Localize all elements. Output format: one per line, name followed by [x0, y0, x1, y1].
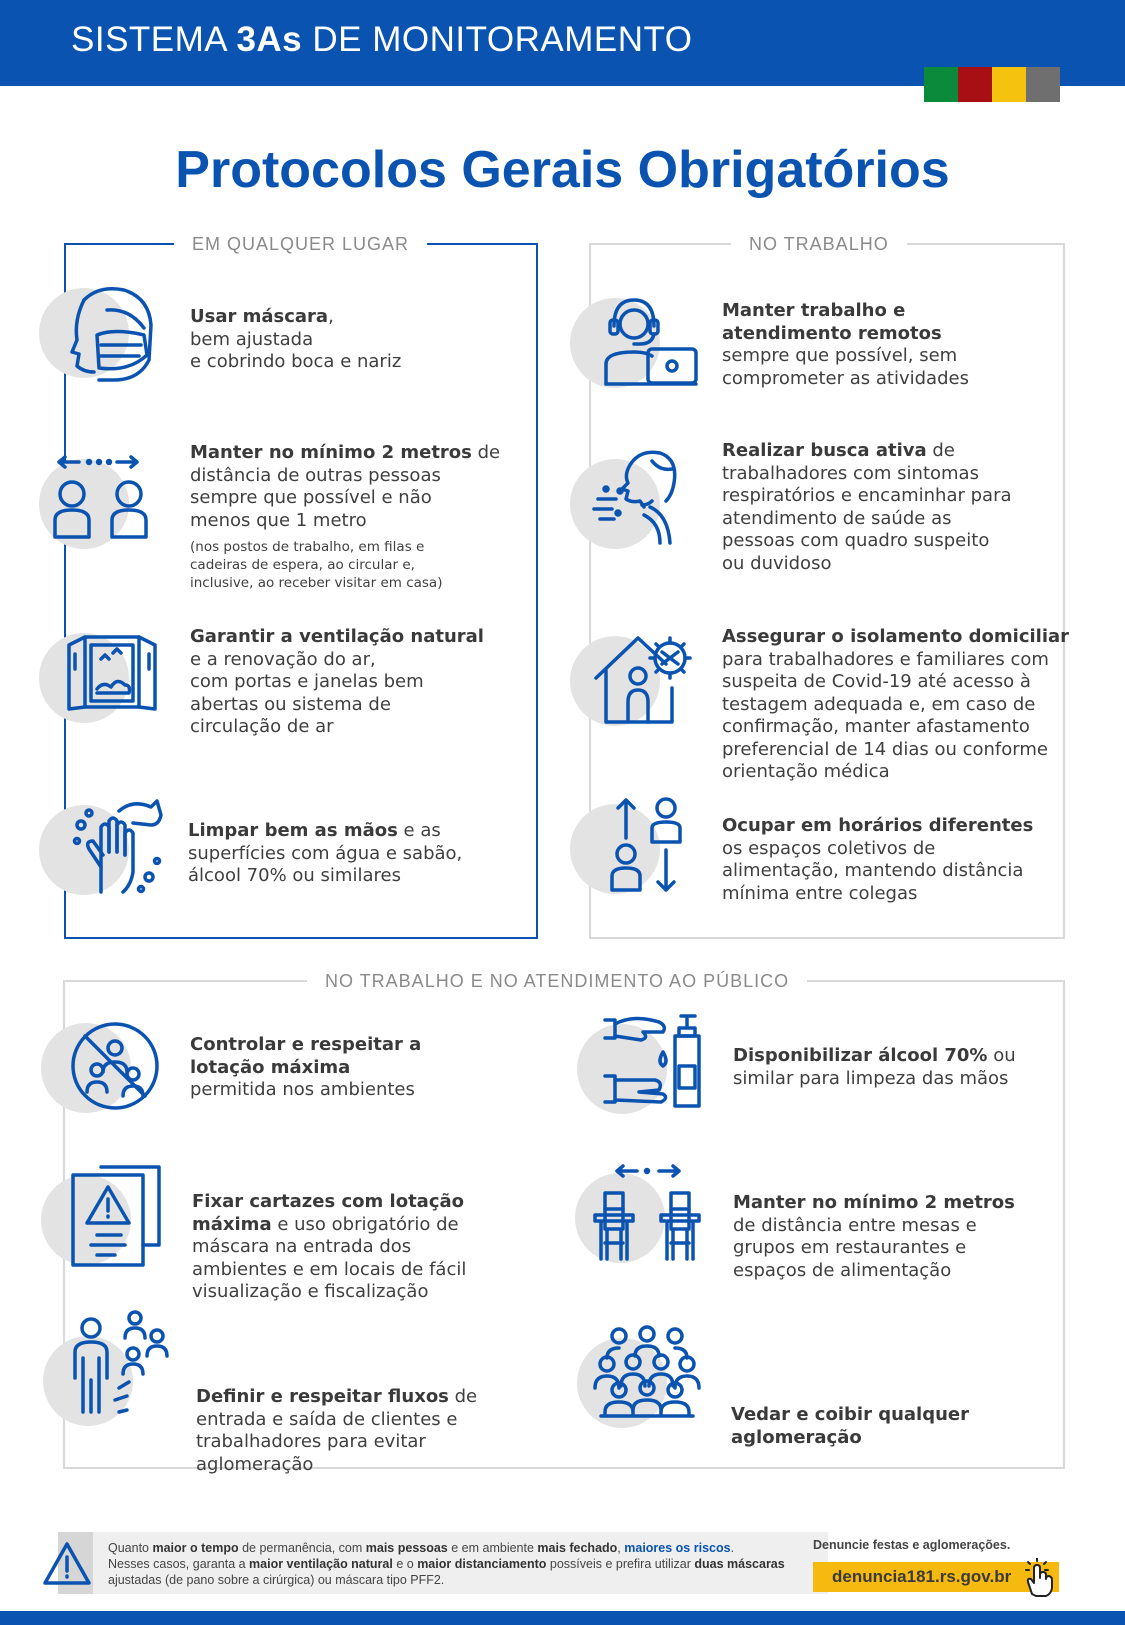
flows-text: Definir e respeitar fluxos de entrada e saída de clientes e trabalhadores para evitar aglomeração: [196, 1386, 478, 1475]
shifts-text: Ocupar em horários diferentes os espaços coletivos de alimentação, mantendo distância mínima entre colegas: [722, 815, 1034, 904]
search-text: Realizar busca ativa de trabalhadores com sintomas respiratórios e encaminhar para atendimento de saúde as pessoas com quadro suspeito ou duvidoso: [722, 440, 1012, 574]
capacity-text: Controlar e respeitar a lotação máxima permitida nos ambientes: [190, 1034, 422, 1100]
distance-text: Manter no mínimo 2 metros de distância de outras pessoas sempre que possível e não menos que 1 metro (nos postos de trabalho, em filas e cadeiras de espera, ao circular e, inclusive, ao receber visitar em casa): [190, 442, 501, 591]
section-label-public: NO TRABALHO E NO ATENDIMENTO AO PÚBLICO: [307, 970, 807, 992]
section-label-work: NO TRABALHO: [731, 233, 907, 255]
tables-text: Manter no mínimo 2 metros de distância entre mesas e grupos em restaurantes e espaços de alimentação: [733, 1192, 1015, 1281]
warning-triangle-icon: [42, 1541, 92, 1587]
mask-text: Usar máscara, bem ajustada e cobrindo boca e nariz: [190, 306, 402, 372]
pointer-hand-icon: [1022, 1558, 1056, 1598]
denuncia-url-link[interactable]: denuncia181.rs.gov.br: [832, 1567, 1012, 1586]
denuncia-label: Denuncie festas e aglomerações.: [813, 1538, 1011, 1552]
alcohol-text: Disponibilizar álcool 70% ou similar para limpeza das mãos: [733, 1045, 1016, 1089]
flag-stripe-yellow: [992, 67, 1026, 102]
footer-bar: [0, 1611, 1125, 1625]
ventilation-text: Garantir a ventilação natural e a renovação do ar, com portas e janelas bem abertas ou sistema de circulação de ar: [190, 626, 484, 737]
flag-stripe-gray: [1026, 67, 1060, 102]
remote-text: Manter trabalho e atendimento remotos sempre que possível, sem comprometer as atividades: [722, 300, 969, 389]
flag-stripe-green: [924, 67, 958, 102]
section-label-anywhere: EM QUALQUER LUGAR: [174, 233, 427, 255]
page-title: Protocolos Gerais Obrigatórios: [175, 141, 950, 199]
flag-stripe-red: [958, 67, 992, 102]
system-title: SISTEMA 3As DE MONITORAMENTO: [71, 20, 693, 59]
isolation-text: Assegurar o isolamento domiciliar para trabalhadores e familiares com suspeita de Covid-19 até acesso à testagem adequada e, em caso de confirmação, manter afastamento preferencial de 14 dias ou conforme orientação médica: [722, 626, 1070, 782]
crowd-text: Vedar e coibir qualquer aglomeração: [731, 1404, 970, 1448]
hands-text: Limpar bem as mãos e as superfícies com água e sabão, álcool 70% ou similares: [188, 820, 463, 886]
posters-text: Fixar cartazes com lotação máxima e uso obrigatório de máscara na entrada dos ambientes e em locais de fácil visualização e fiscalização: [192, 1191, 467, 1302]
footer-note-text: Quanto maior o tempo de permanência, com mais pessoas e em ambiente mais fechado, maiores os riscos. Nesses casos, garanta a maior ventilação natural e o maior distanciamento possíveis e prefira utilizar duas máscaras ajustadas (de pano sobre a cirúrgica) ou máscara tipo PFF2.: [108, 1541, 785, 1587]
